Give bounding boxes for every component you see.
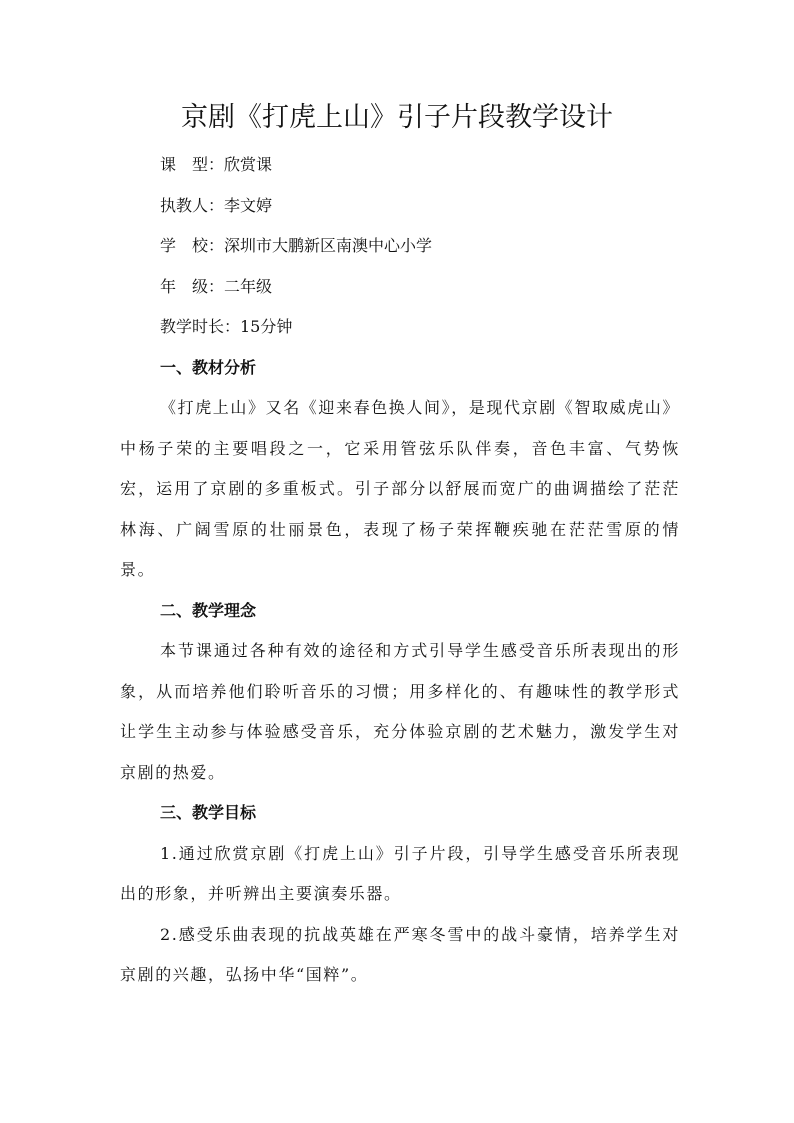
info-school: 学 校：深圳市大鹏新区南澳中心小学 — [160, 236, 433, 255]
section-heading-material-analysis: 一、教材分析 — [160, 357, 257, 377]
info-grade: 年 级：二年级 — [160, 276, 273, 296]
teaching-objective-item-1: 1.通过欣赏京剧《打虎上山》引子片段，引导学生感受音乐所表现出的形象，并听辨出主要演奏乐器。 — [120, 843, 680, 903]
section-heading-teaching-philosophy: 二、教学理念 — [160, 600, 257, 620]
document-body — [120, 145, 680, 996]
info-duration: 教学时长：15分钟 — [160, 317, 293, 336]
teaching-objective-item-2: 2.感受乐曲表现的抗战英雄在严寒冬雪中的战斗豪情，培养学生对京剧的兴趣，弘扬中华“国粹”。 — [120, 924, 680, 984]
material-analysis-paragraph: 《打虎上山》又名《迎来春色换人间》，是现代京剧《智取威虎山》中杨子荣的主要唱段之一，它采用管弦乐队伴奏，音色丰富、气势恢宏，运用了京剧的多重板式。引子部分以舒展而宽广的曲调描绘了茫茫林海、广阔雪原的壮丽景色，表现了杨子荣挥鞭疾驰在茫茫雪原的情景。 — [120, 398, 681, 579]
info-course-type: 课 型：欣赏课 — [160, 155, 273, 174]
section-heading-teaching-objectives: 三、教学目标 — [160, 803, 257, 822]
info-teacher: 执教人：李文婷 — [160, 195, 273, 215]
teaching-philosophy-paragraph: 本节课通过各种有效的途径和方式引导学生感受音乐所表现出的形象，从而培养他们聆听音乐的习惯；用多样化的、有趣味性的教学形式让学生主动参与体验感受音乐，充分体验京剧的艺术魅力，激发学生对京剧的热爱。 — [120, 641, 680, 782]
document-title: 京剧《打虎上山》引子片段教学设计 — [181, 102, 613, 133]
